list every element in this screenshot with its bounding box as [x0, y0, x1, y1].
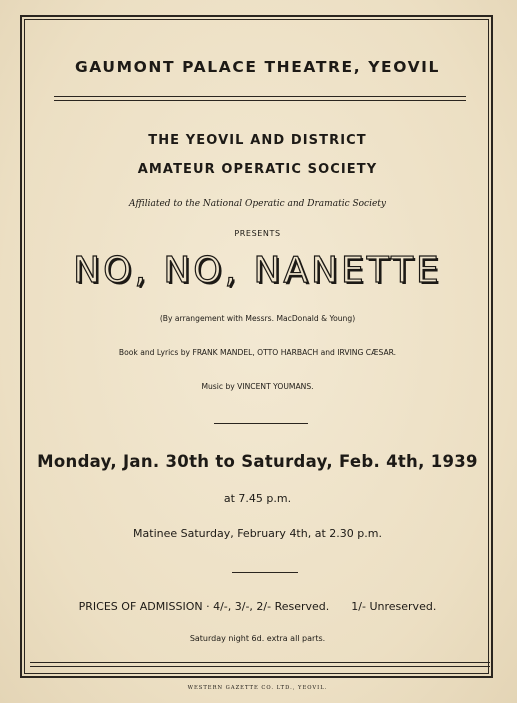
venue-heading: GAUMONT PALACE THEATRE, YEOVIL	[74, 58, 441, 76]
society-name-line1: THE YEOVIL AND DISTRICT	[148, 133, 367, 148]
short-divider-1	[214, 423, 308, 424]
printer-imprint: WESTERN GAZETTE CO. LTD., YEOVIL.	[187, 685, 328, 691]
divider-top	[54, 96, 466, 101]
saturday-surcharge: Saturday night 6d. extra all parts.	[189, 634, 326, 643]
divider-bottom	[30, 662, 490, 667]
matinee-info: Matinee Saturday, February 4th, at 2.30 p.m.	[133, 527, 382, 540]
society-name-line2: AMATEUR OPERATIC SOCIETY	[137, 162, 378, 177]
presents-text: PRESENTS	[234, 229, 281, 238]
admission-prices	[30, 600, 485, 613]
show-title: NO, NO, NANETTE	[73, 250, 442, 291]
inner-border	[24, 19, 489, 674]
arrangement-note: (By arrangement with Messrs. MacDonald & Young)	[159, 314, 356, 323]
prices-reserved: PRICES OF ADMISSION · 4/-, 3/-, 2/- Reserved.	[78, 600, 330, 613]
affiliation-text: Affiliated to the National Operatic and Dramatic Society	[128, 199, 387, 209]
evening-time: at 7.45 p.m.	[223, 492, 292, 505]
prices-unreserved: 1/- Unreserved.	[351, 600, 437, 613]
short-divider-2	[232, 572, 298, 573]
performance-dates: Monday, Jan. 30th to Saturday, Feb. 4th, 1939	[37, 452, 478, 471]
music-credit: Music by VINCENT YOUMANS.	[201, 382, 314, 391]
book-lyrics-credit: Book and Lyrics by FRANK MANDEL, OTTO HARBACH and IRVING CÆSAR.	[118, 348, 397, 357]
